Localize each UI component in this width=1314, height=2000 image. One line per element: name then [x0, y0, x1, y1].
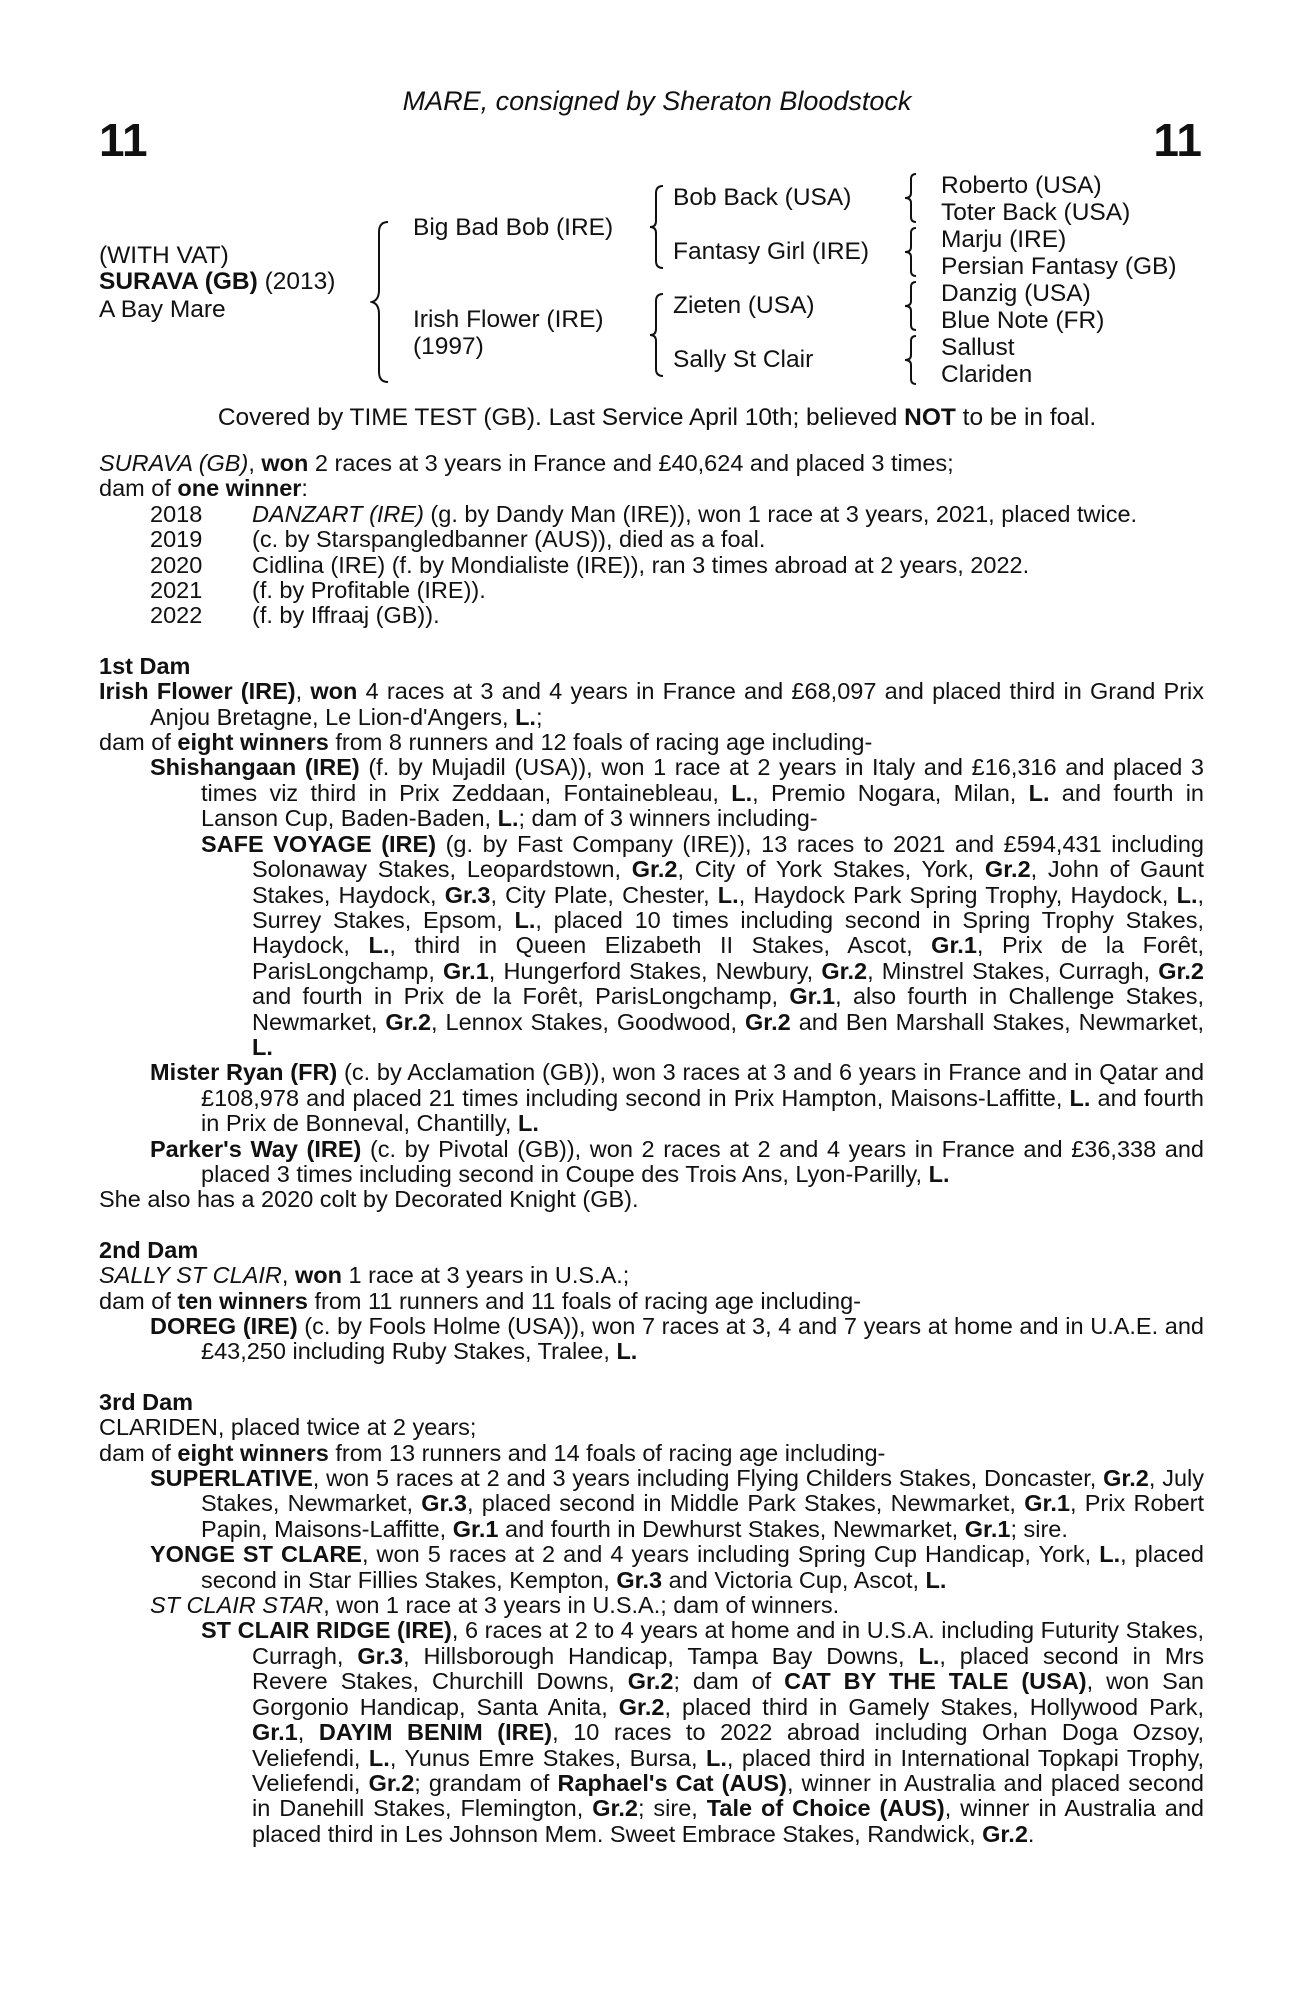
gen2-sire-sire: Bob Back (USA)	[673, 184, 852, 211]
produce-parkers-way: Parker's Way (IRE) (c. by Pivotal (GB)), won 2 races at 2 and 4 years in France and £36,338 and placed 3 times including second in Coupe des Trois Ans, Lyon-Parilly, L.	[150, 1135, 1204, 1187]
produce-mister-ryan: Mister Ryan (FR) (c. by Acclamation (GB)), won 3 races at 3 and 6 years in France and in Qatar and £108,978 and placed 21 times including second in Prix Hampton, Maisons-Laffitte, L. and fourth in Prix de Bonneval, Chantilly, L.	[150, 1059, 1205, 1137]
second-dam-produce-summary: dam of ten winners from 11 runners and 11 foals of racing age including-	[99, 1287, 861, 1314]
horse-name-line	[99, 268, 335, 296]
main-brace-icon	[370, 220, 392, 384]
dam-name: Irish Flower (IRE)	[413, 306, 604, 333]
gen3-name-3: Marju (IRE)	[941, 226, 1067, 253]
second-dam-heading: 2nd Dam	[99, 1236, 199, 1263]
first-dam-heading: 1st Dam	[99, 652, 191, 679]
horse-year: (2013)	[257, 268, 336, 295]
gen2-dam-sire: Zieten (USA)	[673, 292, 815, 319]
gen3-name-1: Roberto (USA)	[941, 172, 1102, 199]
third-dam-produce-summary: dam of eight winners from 13 runners and 14 foals of racing age including-	[99, 1439, 886, 1466]
gen3-name-7: Sallust	[941, 334, 1015, 361]
mare-record: SURAVA (GB), won 2 races at 3 years in France and £40,624 and placed 3 times;	[99, 450, 954, 476]
lot-number-right: 11	[1153, 114, 1202, 166]
progeny-row: 2019 (c. by Starspangledbanner (AUS)), died as a foal.	[150, 526, 766, 553]
gen2-sire-dam: Fantasy Girl (IRE)	[673, 238, 870, 265]
first-dam-produce-summary: dam of eight winners from 8 runners and 12 foals of racing age including-	[99, 729, 873, 756]
gen3-name-6: Blue Note (FR)	[941, 307, 1105, 334]
produce-superlative: SUPERLATIVE, won 5 races at 2 and 3 years including Flying Childers Stakes, Doncaster, Gr.2, July Stakes, Newmarket, Gr.3, placed second in Middle Park Stakes, Newmarket, Gr.1, Prix Robert Papin, Maisons-Laffitte, Gr.1 and fourth in Dewhurst Stakes, Newmarket, Gr.1; sire.	[150, 1465, 1205, 1542]
produce-safe-voyage: SAFE VOYAGE (IRE) (g. by Fast Company (IRE)), 13 races to 2021 and £594,431 including Solonaway Stakes, Leopardstown, Gr.2, City of York Stakes, York, Gr.2, John of Gaunt Stakes, Haydock, Gr.3, City Plate, Chester, L., Haydock Park Spring Trophy, Haydock, L., Surrey Stakes, Epsom, L., placed 10 times including second in Spring Trophy Stakes, Haydock, L., third in Queen Elizabeth II Stakes, Ascot, Gr.1, Prix de la Forêt, ParisLongchamp, Gr.1, Hungerford Stakes, Newbury, Gr.2, Minstrel Stakes, Curragh, Gr.2 and fourth in Prix de la Forêt, ParisLongchamp, Gr.1, also fourth in Challenge Stakes, Newmarket, Gr.2, Lennox Stakes, Goodwood, Gr.2 and Ben Marshall Stakes, Newmarket, L.	[201, 830, 1205, 1060]
produce-st-clair-ridge: ST CLAIR RIDGE (IRE), 6 races at 2 to 4 years at home and in U.S.A. including Futurity Stakes, Curragh, Gr.3, Hillsborough Handicap, Tampa Bay Downs, L., placed second in Mrs Revere Stakes, Churchill Downs, Gr.2; dam of CAT BY THE TALE (USA), won San Gorgonio Handicap, Santa Anita, Gr.2, placed third in Gamely Stakes, Hollywood Park, Gr.1, DAYIM BENIM (IRE), 10 races to 2022 abroad including Orhan Doga Ozsoy, Veliefendi, L., Yunus Emre Stakes, Bursa, L., placed third in International Topkapi Trophy, Veliefendi, Gr.2; grandam of Raphael's Cat (AUS), winner in Australia and placed second in Danehill Stakes, Flemington, Gr.2; sire, Tale of Choice (AUS), winner in Australia and placed third in Les Johnson Mem. Sweet Embrace Stakes, Randwick, Gr.2.	[201, 1617, 1205, 1847]
third-dam-record: CLARIDEN, placed twice at 2 years;	[99, 1414, 477, 1441]
sire-name: Big Bad Bob (IRE)	[413, 214, 614, 241]
covered-text: Covered by TIME TEST (GB). Last Service April 10th; believed	[217, 404, 905, 431]
catalogue-body	[99, 451, 1204, 1847]
gen3-name-4: Persian Fantasy (GB)	[941, 253, 1177, 280]
first-dam-also-note: She also has a 2020 colt by Decorated Knight (GB).	[99, 1186, 639, 1213]
gen3-brace-icon-1	[903, 172, 919, 224]
progeny-row: 2018 DANZART (IRE) (g. by Dandy Man (IRE)), won 1 race at 3 years, 2021, placed twice.	[150, 500, 1138, 527]
horse-name: SURAVA (GB)	[99, 268, 258, 295]
mare-name: SURAVA (GB)	[99, 450, 249, 476]
produce-st-clair-star: ST CLAIR STAR, won 1 race at 3 years in U.S.A.; dam of winners.	[150, 1592, 840, 1619]
progeny-list	[99, 502, 1204, 629]
dam-year: (1997)	[413, 333, 484, 360]
produce-yonge-st-clare: YONGE ST CLARE, won 5 races at 2 and 4 years including Spring Cup Handicap, York, L., placed second in Star Fillies Stakes, Kempton, Gr.3 and Victoria Cup, Ascot, L.	[150, 1541, 1204, 1593]
sire-brace-icon	[648, 184, 666, 270]
lot-number-left: 11	[99, 114, 148, 166]
first-dam-record: Irish Flower (IRE), won 4 races at 3 and 4 years in France and £68,097 and placed third in Grand Prix Anjou Bretagne, Le Lion-d'Angers, L.;	[99, 678, 1204, 730]
gen3-name-5: Danzig (USA)	[941, 280, 1091, 307]
page-title: MARE, consigned by Sheraton Bloodstock	[402, 86, 912, 116]
gen3-name-2: Toter Back (USA)	[941, 199, 1131, 226]
horse-description: A Bay Mare	[99, 296, 226, 323]
mare-produce-summary: dam of one winner:	[99, 475, 308, 502]
gen3-brace-icon-3	[903, 280, 919, 332]
covered-text-end: to be in foal.	[955, 404, 1097, 431]
covered-emphasis: NOT	[904, 404, 956, 431]
produce-shishangaan: Shishangaan (IRE) (f. by Mujadil (USA)), won 1 race at 2 years in Italy and £16,316 and placed 3 times viz third in Prix Zeddaan, Fontainebleau, L., Premio Nogara, Milan, L. and fourth in Lanson Cup, Baden-Baden, L.; dam of 3 winners including-	[150, 754, 1204, 832]
gen3-brace-icon-4	[903, 334, 919, 386]
produce-doreg: DOREG (IRE) (c. by Fools Holme (USA)), won 7 races at 3, 4 and 7 years at home and in U.A.E. and £43,250 including Ruby Stakes, Tralee, L.	[150, 1313, 1204, 1365]
covered-note	[0, 404, 1314, 432]
progeny-row: 2021 (f. by Profitable (IRE)).	[150, 577, 486, 604]
second-dam-record: SALLY ST CLAIR, won 1 race at 3 years in U.S.A.;	[99, 1262, 630, 1289]
progeny-row: 2022 (f. by Iffraaj (GB)).	[150, 602, 440, 629]
third-dam-heading: 3rd Dam	[99, 1388, 194, 1415]
gen3-brace-icon-2	[903, 226, 919, 278]
dam-brace-icon	[648, 292, 666, 378]
gen3-name-8: Clariden	[941, 361, 1033, 388]
progeny-row: 2020 Cidlina (IRE) (f. by Mondialiste (IRE)), ran 3 times abroad at 2 years, 2022.	[150, 551, 1030, 578]
gen2-dam-dam: Sally St Clair	[673, 346, 814, 373]
vat-note: (WITH VAT)	[99, 242, 229, 269]
